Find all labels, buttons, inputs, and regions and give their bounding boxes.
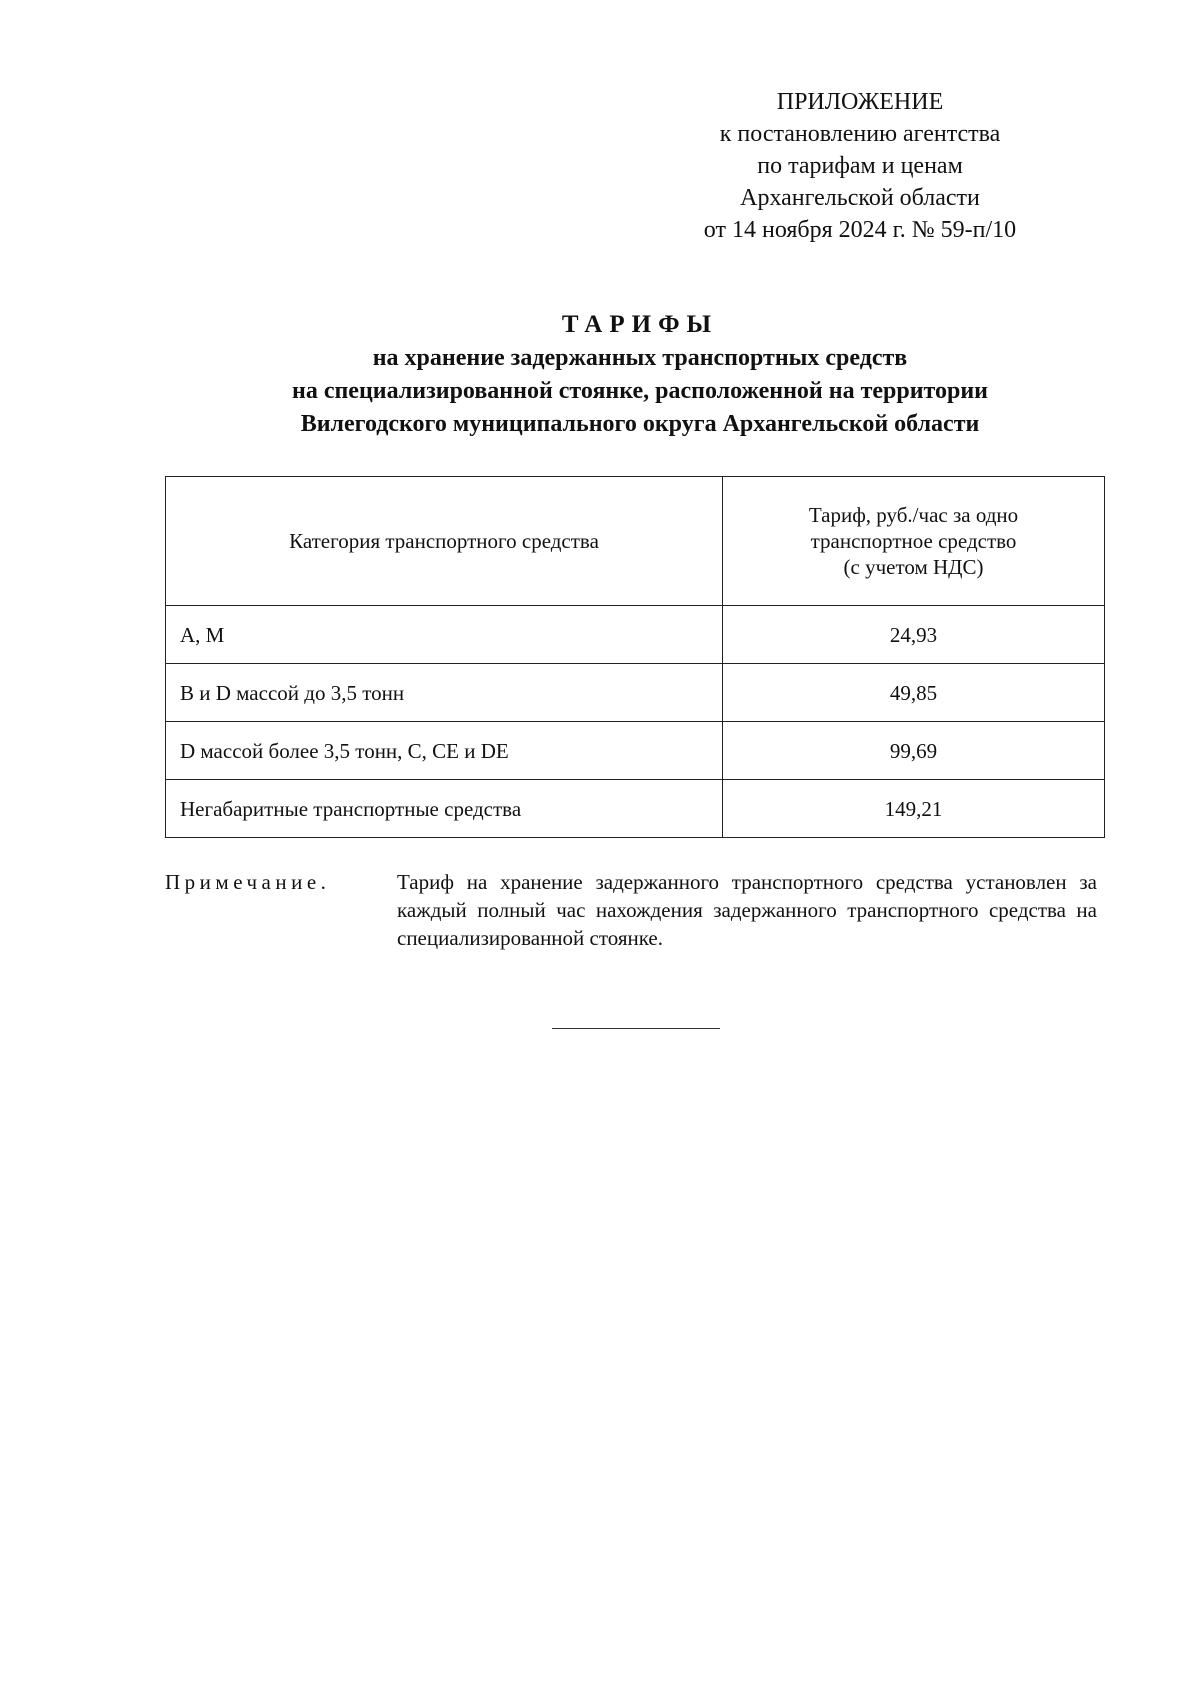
appendix-line: к постановлению агентства bbox=[719, 121, 1001, 147]
appendix-block bbox=[630, 86, 1090, 246]
cell-category: D массой более 3,5 тонн, С, СЕ и DE bbox=[166, 722, 723, 780]
title-line: Вилегодского муниципального округа Архангельской области bbox=[300, 411, 980, 437]
cell-tariff: 49,85 bbox=[723, 664, 1105, 722]
header-tariff-line: Тариф, руб./час за одно bbox=[808, 503, 1019, 527]
header-tariff-line: транспортное средство bbox=[810, 529, 1017, 553]
cell-category: А, М bbox=[166, 606, 723, 664]
table-header-row bbox=[166, 477, 1105, 606]
title-line: на хранение задержанных транспортных средств bbox=[372, 345, 908, 371]
table-row bbox=[166, 780, 1105, 838]
cell-category: Негабаритные транспортные средства bbox=[166, 780, 723, 838]
cell-tariff: 99,69 bbox=[723, 722, 1105, 780]
note-label: Примечание. bbox=[165, 870, 331, 894]
table-row bbox=[166, 664, 1105, 722]
tariffs-table bbox=[165, 476, 1105, 838]
header-tariff bbox=[723, 477, 1105, 606]
table-row bbox=[166, 606, 1105, 664]
title-line: на специализированной стоянке, расположенной на территории bbox=[291, 378, 989, 404]
appendix-line: Архангельской области bbox=[740, 185, 980, 211]
cell-tariff: 149,21 bbox=[723, 780, 1105, 838]
appendix-date-number: от 14 ноября 2024 г. № 59-п/10 bbox=[703, 217, 1017, 243]
header-tariff-line: (с учетом НДС) bbox=[843, 555, 984, 579]
header-category: Категория транспортного средства bbox=[166, 477, 723, 606]
table-row bbox=[166, 722, 1105, 780]
cell-category: В и D массой до 3,5 тонн bbox=[166, 664, 723, 722]
cell-tariff: 24,93 bbox=[723, 606, 1105, 664]
appendix-line: по тарифам и ценам bbox=[757, 153, 963, 179]
note-text: Тариф на хранение задержанного транспортного средства установлен за каждый полный час нахождения задержанного транспортного средства на специализированной стоянке. bbox=[397, 870, 1097, 950]
title-main: ТАРИФЫ bbox=[561, 311, 719, 338]
end-separator-line bbox=[552, 1028, 720, 1029]
appendix-heading: ПРИЛОЖЕНИЕ bbox=[776, 89, 944, 115]
document-title bbox=[120, 308, 1160, 441]
